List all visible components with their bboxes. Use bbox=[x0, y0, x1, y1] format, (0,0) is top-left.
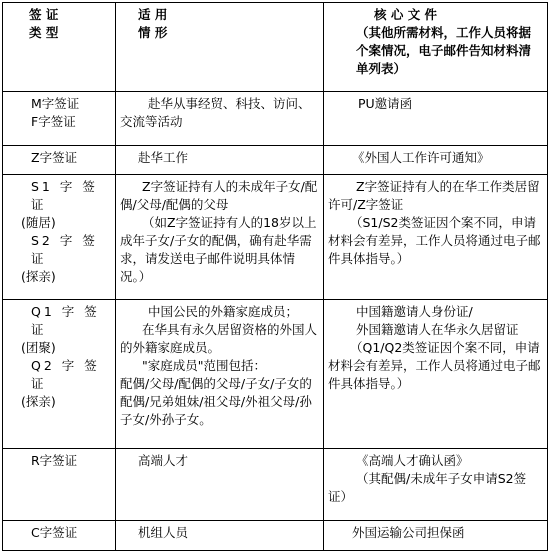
situation-text: Z字签证持有人的未成年子女/配偶/父母/配偶的父母 bbox=[120, 179, 318, 212]
situation-cell bbox=[116, 521, 324, 551]
header-visa-type-line2: 类 型 bbox=[29, 25, 59, 40]
header-documents-title: 核 心 文 件 bbox=[374, 7, 438, 22]
situation-text: 配偶/父母/配偶的父母/子女/子女的配偶/兄弟姐妹/祖父母/外祖父母/孙子女/外孙子女。 bbox=[120, 376, 312, 427]
documents-text: 《外国人工作许可通知》 bbox=[352, 150, 490, 165]
documents-text: 外国运输公司担保函 bbox=[352, 525, 465, 540]
header-visa-type bbox=[3, 3, 116, 92]
documents-text: （S1/S2类签证因个案不同，申请材料会有差异，工作人员将通过电子邮件具体指导。） bbox=[328, 215, 541, 266]
visa-type-label: Q1 字 签 证 bbox=[31, 304, 100, 337]
header-situation-line1: 适 用 bbox=[138, 7, 168, 22]
visa-type-label: (探亲) bbox=[21, 394, 56, 409]
table-row bbox=[3, 521, 548, 551]
visa-type-label: (随居) bbox=[21, 215, 56, 230]
situation-text: （如Z字签证持有人的18岁以上成年子女/子女的配偶，确有赴华需求，请发送电子邮件说明具体情况。） bbox=[120, 215, 317, 284]
visa-type-label: F字签证 bbox=[31, 114, 76, 129]
situation-text: 机组人员 bbox=[138, 525, 189, 540]
situation-cell bbox=[116, 300, 324, 449]
documents-cell bbox=[324, 521, 548, 551]
documents-cell bbox=[324, 146, 548, 175]
visa-type-cell bbox=[3, 449, 116, 521]
visa-type-cell bbox=[3, 521, 116, 551]
documents-text: （其配偶/未成年子女申请S2签证） bbox=[328, 471, 527, 504]
situation-text: 中国公民的外籍家庭成员； bbox=[148, 304, 299, 319]
documents-cell bbox=[324, 175, 548, 300]
documents-text: （Q1/Q2类签证因个案不同，申请材料会有差异，工作人员将通过电子邮件具体指导。） bbox=[328, 340, 541, 391]
table-row bbox=[3, 175, 548, 300]
visa-type-label: C字签证 bbox=[31, 525, 78, 540]
header-documents-note: （其他所需材料，工作人员将据个案情况，电子邮件告知材料清单列表） bbox=[356, 25, 532, 76]
visa-type-label: R字签证 bbox=[31, 453, 78, 468]
visa-requirements-table bbox=[2, 2, 548, 551]
visa-type-label: M字签证 bbox=[31, 96, 80, 111]
visa-type-label: S1 字 签 证 bbox=[31, 179, 98, 212]
visa-type-cell bbox=[3, 92, 116, 146]
header-situation-line2: 情 形 bbox=[138, 25, 168, 40]
table-header-row bbox=[3, 3, 548, 92]
header-visa-type-line1: 签 证 bbox=[29, 7, 59, 22]
documents-cell bbox=[324, 449, 548, 521]
documents-text: PU邀请函 bbox=[358, 96, 413, 111]
table-row bbox=[3, 146, 548, 175]
situation-cell bbox=[116, 175, 324, 300]
header-documents bbox=[324, 3, 548, 92]
documents-text: 中国籍邀请人身份证/ bbox=[356, 304, 473, 319]
situation-cell bbox=[116, 449, 324, 521]
documents-cell bbox=[324, 92, 548, 146]
visa-type-cell bbox=[3, 175, 116, 300]
visa-type-label: (探亲) bbox=[21, 269, 56, 284]
situation-text: "家庭成员"范围包括： bbox=[142, 358, 266, 373]
situation-cell bbox=[116, 92, 324, 146]
documents-cell bbox=[324, 300, 548, 449]
documents-text: 外国籍邀请人在华永久居留证 bbox=[356, 322, 519, 337]
situation-cell bbox=[116, 146, 324, 175]
visa-type-label: Z字签证 bbox=[31, 150, 78, 165]
table-row bbox=[3, 300, 548, 449]
documents-text: 《高端人才确认函》 bbox=[356, 453, 469, 468]
visa-type-cell bbox=[3, 146, 116, 175]
table-row bbox=[3, 449, 548, 521]
visa-type-label: (团聚) bbox=[21, 340, 56, 355]
documents-text: Z字签证持有人的在华工作类居留许可/Z字签证 bbox=[328, 179, 540, 212]
situation-text: 高端人才 bbox=[138, 453, 189, 468]
situation-text: 赴华工作 bbox=[138, 150, 189, 165]
visa-type-label: Q2 字 签 证 bbox=[31, 358, 100, 391]
situation-text: 赴华从事经贸、科技、访问、交流等活动 bbox=[120, 96, 311, 129]
header-situation bbox=[116, 3, 324, 92]
situation-text: 在华具有永久居留资格的外国人的外籍家庭成员。 bbox=[120, 322, 318, 355]
visa-type-cell bbox=[3, 300, 116, 449]
visa-type-label: S2 字 签 证 bbox=[31, 233, 98, 266]
table-row bbox=[3, 92, 548, 146]
